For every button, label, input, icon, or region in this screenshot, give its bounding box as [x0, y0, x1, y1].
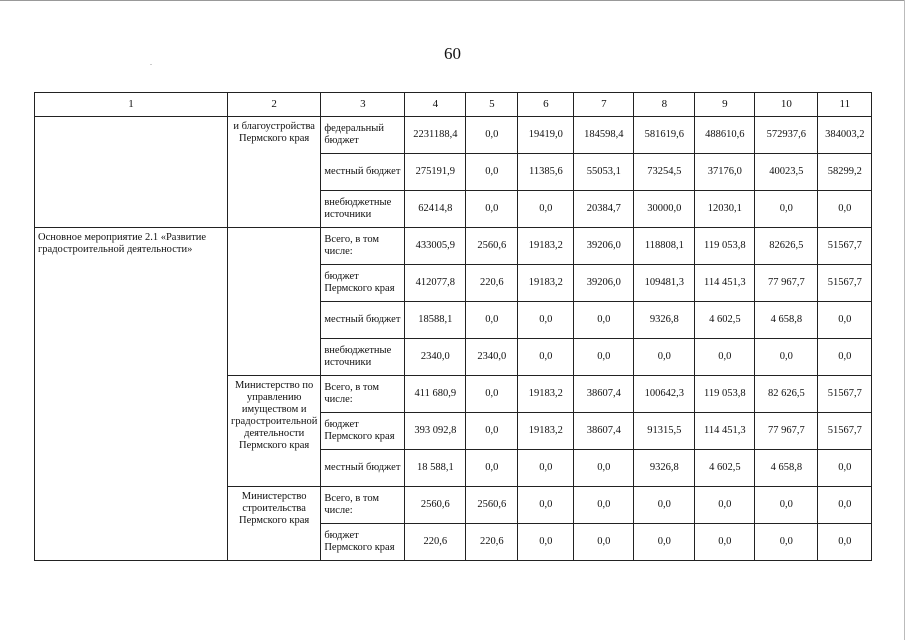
value-cell: 0,0	[518, 487, 574, 524]
header-cell: 10	[755, 93, 818, 117]
value-cell: 220,6	[466, 524, 518, 561]
value-cell: 0,0	[466, 413, 518, 450]
value-cell: 2340,0	[466, 339, 518, 376]
value-cell: 184598,4	[574, 117, 634, 154]
value-cell: 40023,5	[755, 154, 818, 191]
value-cell: 0,0	[574, 450, 634, 487]
value-cell: 0,0	[466, 376, 518, 413]
value-cell: 0,0	[574, 339, 634, 376]
value-cell: 0,0	[466, 302, 518, 339]
value-cell: 0,0	[518, 339, 574, 376]
value-cell: 393 092,8	[405, 413, 466, 450]
value-cell: 20384,7	[574, 191, 634, 228]
funding-source-cell: бюджет Пермского края	[321, 524, 405, 561]
value-cell: 4 602,5	[695, 302, 755, 339]
value-cell: 39206,0	[574, 228, 634, 265]
value-cell: 19183,2	[518, 413, 574, 450]
header-cell: 11	[818, 93, 872, 117]
value-cell: 0,0	[518, 191, 574, 228]
value-cell: 77 967,7	[755, 265, 818, 302]
header-cell: 4	[405, 93, 466, 117]
value-cell: 220,6	[405, 524, 466, 561]
value-cell: 0,0	[518, 524, 574, 561]
value-cell: 0,0	[574, 302, 634, 339]
value-cell: 19183,2	[518, 265, 574, 302]
value-cell: 91315,5	[634, 413, 695, 450]
value-cell: 0,0	[818, 302, 872, 339]
value-cell: 0,0	[574, 487, 634, 524]
value-cell: 82626,5	[755, 228, 818, 265]
value-cell: 51567,7	[818, 376, 872, 413]
value-cell: 0,0	[634, 524, 695, 561]
funding-source-cell: бюджет Пермского края	[321, 265, 405, 302]
value-cell: 572937,6	[755, 117, 818, 154]
value-cell: 275191,9	[405, 154, 466, 191]
value-cell: 9326,8	[634, 450, 695, 487]
value-cell: 38607,4	[574, 413, 634, 450]
value-cell: 0,0	[574, 524, 634, 561]
value-cell: 488610,6	[695, 117, 755, 154]
page-top-edge	[0, 0, 905, 1]
value-cell: 0,0	[755, 191, 818, 228]
value-cell: 411 680,9	[405, 376, 466, 413]
value-cell: 19419,0	[518, 117, 574, 154]
value-cell: 581619,6	[634, 117, 695, 154]
value-cell: 77 967,7	[755, 413, 818, 450]
value-cell: 37176,0	[695, 154, 755, 191]
page-number: 60	[444, 44, 461, 63]
value-cell: 412077,8	[405, 265, 466, 302]
table-row	[35, 228, 872, 265]
value-cell: 0,0	[695, 487, 755, 524]
value-cell: 119 053,8	[695, 376, 755, 413]
responsible-cell: Министерство строительства Пермского края	[228, 487, 321, 561]
value-cell: 0,0	[634, 487, 695, 524]
funding-source-cell: Всего, в том числе:	[321, 376, 405, 413]
header-cell: 5	[466, 93, 518, 117]
value-cell: 0,0	[818, 450, 872, 487]
header-cell: 8	[634, 93, 695, 117]
funding-source-cell: местный бюджет	[321, 302, 405, 339]
value-cell: 0,0	[695, 339, 755, 376]
value-cell: 0,0	[695, 524, 755, 561]
header-cell: 1	[35, 93, 228, 117]
value-cell: 9326,8	[634, 302, 695, 339]
scan-speck	[150, 64, 152, 65]
value-cell: 62414,8	[405, 191, 466, 228]
value-cell: 38607,4	[574, 376, 634, 413]
header-cell: 2	[228, 93, 321, 117]
value-cell: 51567,7	[818, 413, 872, 450]
value-cell: 109481,3	[634, 265, 695, 302]
funding-source-cell: местный бюджет	[321, 450, 405, 487]
value-cell: 55053,1	[574, 154, 634, 191]
value-cell: 2560,6	[466, 228, 518, 265]
value-cell: 2340,0	[405, 339, 466, 376]
budget-table	[34, 92, 872, 561]
header-cell: 3	[321, 93, 405, 117]
value-cell: 0,0	[818, 339, 872, 376]
funding-source-cell: бюджет Пермского края	[321, 413, 405, 450]
value-cell: 0,0	[818, 524, 872, 561]
value-cell: 0,0	[755, 487, 818, 524]
value-cell: 100642,3	[634, 376, 695, 413]
value-cell: 82 626,5	[755, 376, 818, 413]
responsible-cell: и благоустройства Пермского края	[228, 117, 321, 228]
value-cell: 12030,1	[695, 191, 755, 228]
value-cell: 384003,2	[818, 117, 872, 154]
value-cell: 4 602,5	[695, 450, 755, 487]
value-cell: 2560,6	[405, 487, 466, 524]
value-cell: 0,0	[466, 117, 518, 154]
value-cell: 30000,0	[634, 191, 695, 228]
value-cell: 0,0	[466, 191, 518, 228]
value-cell: 119 053,8	[695, 228, 755, 265]
program-name-cell: Основное мероприятие 2.1 «Развитие градостроительной деятельности»	[35, 228, 228, 561]
value-cell: 51567,7	[818, 265, 872, 302]
value-cell: 0,0	[466, 154, 518, 191]
value-cell: 18 588,1	[405, 450, 466, 487]
value-cell: 0,0	[755, 339, 818, 376]
value-cell: 4 658,8	[755, 450, 818, 487]
value-cell: 0,0	[634, 339, 695, 376]
value-cell: 118808,1	[634, 228, 695, 265]
value-cell: 51567,7	[818, 228, 872, 265]
responsible-cell-empty	[228, 228, 321, 376]
program-cell-empty	[35, 117, 228, 228]
funding-source-cell: федеральный бюджет	[321, 117, 405, 154]
value-cell: 0,0	[518, 302, 574, 339]
value-cell: 39206,0	[574, 265, 634, 302]
value-cell: 19183,2	[518, 228, 574, 265]
value-cell: 114 451,3	[695, 413, 755, 450]
header-cell: 9	[695, 93, 755, 117]
value-cell: 0,0	[755, 524, 818, 561]
value-cell: 0,0	[818, 487, 872, 524]
responsible-cell: Министерство по управлению имуществом и градостроительной деятельности Пермского края	[228, 376, 321, 487]
header-cell: 7	[574, 93, 634, 117]
funding-source-cell: Всего, в том числе:	[321, 228, 405, 265]
funding-source-cell: местный бюджет	[321, 154, 405, 191]
header-cell: 6	[518, 93, 574, 117]
header-row	[35, 93, 872, 117]
value-cell: 4 658,8	[755, 302, 818, 339]
value-cell: 0,0	[818, 191, 872, 228]
value-cell: 114 451,3	[695, 265, 755, 302]
value-cell: 58299,2	[818, 154, 872, 191]
value-cell: 73254,5	[634, 154, 695, 191]
value-cell: 2231188,4	[405, 117, 466, 154]
value-cell: 220,6	[466, 265, 518, 302]
value-cell: 18588,1	[405, 302, 466, 339]
value-cell: 2560,6	[466, 487, 518, 524]
table-row	[35, 117, 872, 154]
value-cell: 0,0	[518, 450, 574, 487]
funding-source-cell: Всего, в том числе:	[321, 487, 405, 524]
funding-source-cell: внебюджетные источники	[321, 339, 405, 376]
value-cell: 433005,9	[405, 228, 466, 265]
funding-source-cell: внебюджетные источники	[321, 191, 405, 228]
value-cell: 19183,2	[518, 376, 574, 413]
value-cell: 0,0	[466, 450, 518, 487]
value-cell: 11385,6	[518, 154, 574, 191]
